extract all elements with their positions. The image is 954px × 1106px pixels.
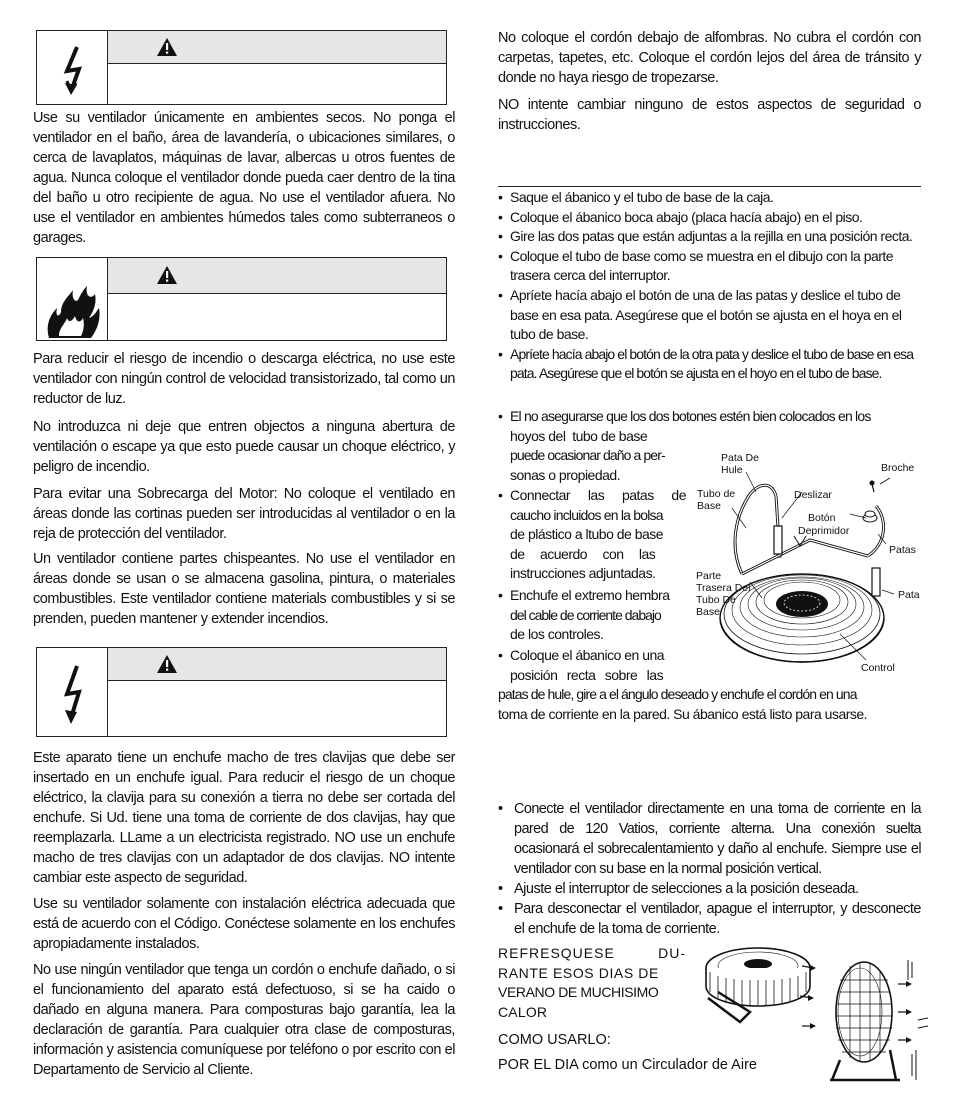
bullet-line: Connectar las patas de xyxy=(510,487,686,503)
list-item: • Apríete hacía abajo el botón de una de las patas y deslice el tubo de base en esa pata. Asegúrese que el botón se ajusta en el hoya en el tubo de base. xyxy=(498,286,921,345)
refresh-line: CALOR xyxy=(498,1003,548,1020)
warning-header xyxy=(108,648,446,681)
bullet-line: del cable de corriente dabajo xyxy=(510,606,661,623)
fan-illustration xyxy=(700,940,940,1086)
warning-triangle-icon xyxy=(156,654,178,674)
label-deprimidor: Deprimidor xyxy=(798,525,850,537)
refresh-line: VERANO DE MUCHISIMO xyxy=(498,984,659,1001)
refresh-line: RANTE ESOS DIAS DE xyxy=(498,964,659,981)
assembly-list xyxy=(498,188,921,384)
plug-warning-box xyxy=(36,647,447,737)
bullet-line: de plástico a ltubo de base xyxy=(510,526,664,543)
bullet-dot: • xyxy=(498,587,503,603)
como-usarlo: COMO USARLO: xyxy=(498,1032,611,1048)
bullet-plug-cable xyxy=(498,586,686,645)
warning-triangle-icon xyxy=(156,265,178,285)
lightning-icon-cell xyxy=(37,648,108,736)
paragraph-do-not-change: NO intente cambiar ninguno de estos aspectos de seguridad o instrucciones. xyxy=(498,97,921,133)
paragraph-three-prong-plug: Este aparato tiene un enchufe macho de tres clavijas que debe ser insertado en un enchufe igual. Para reducir el riesgo de un choque eléctrico, la clavija para su conexión a tierra no debe ser cortada del enchufe. Si Ud. tiene una toma de corriente de dos clavijas, hay que reemplazarla. LLame a un electricista registrado. NO use un enchufe macho de tres clavijas con un adaptador de dos clavijas. NO intente cambiar este aspecto de seguridad. xyxy=(33,750,455,886)
paragraph-objects: No introduzca ni deje que entren objectos a ninguna abertura de ventilación o escape ya que esto puede causar un choque eléctrico, y peligro de incendio. xyxy=(33,419,455,475)
bullet-line: patas de hule, gire a el ángulo deseado y enchufe el cordón en una xyxy=(498,686,857,703)
bullet-line: toma de corriente en la pared. Su ábanico está listo para usarse. xyxy=(498,705,868,722)
list-item: • Conecte el ventilador directamente en una toma de corriente en la pared de 120 Vatios, corriente alterna. Una conexión suelta ocasionará el sobrecalentamiento y daño al enchufe. Siempre use el ventilador con su base en la normal posición vertical. xyxy=(498,799,921,879)
shock-warning-box xyxy=(36,30,447,105)
por-el-dia: POR EL DIA como un Circulador de Aire xyxy=(498,1057,757,1073)
bullet-line: posición recta sobre las xyxy=(510,666,664,683)
refresh-heading xyxy=(498,944,686,1022)
bullet-dot: • xyxy=(498,647,503,663)
label-parte-trasera: Parte Trasera Del Tubo De Base xyxy=(696,570,751,618)
bullet-line: sonas o propiedad. xyxy=(510,466,621,483)
bullet-line: instrucciones adjuntadas. xyxy=(510,565,656,582)
lightning-icon xyxy=(37,31,107,104)
label-boton: Botón xyxy=(808,512,836,524)
list-item: • Apríete hacía abajo el botón de la otra pata y deslice el tubo de base en esa pata. Asegúrese que el botón se ajusta en el hoyo en el tubo de base. xyxy=(498,345,921,384)
label-control: Control xyxy=(861,662,895,674)
paragraph-damaged-cord: No use ningún ventilador que tenga un cordón o enchufe dañado, o si el funcionamiento del aparato está defectuoso, si se ha caido o dañado en alguna manera. Para composturas bajo garantía, lea la declaración de garantía. Para cualquier otra clase de composturas, información y asistencia comuníquese por teléfono o por escrito con el Departamento de Servicio al Cliente. xyxy=(33,962,455,1078)
lightning-icon xyxy=(37,648,107,736)
lightning-icon-cell xyxy=(37,31,108,104)
fan-base-drawing xyxy=(690,448,930,680)
paragraph-sparking-parts: Un ventilador contiene partes chispeantes. No use el ventilador en áreas donde se usan o se almacena gasolina, pintura, o materiales combustibles. Este ventilador contiene materials combustibles y si se prenden, pueden mantener y extender incendios. xyxy=(33,551,455,627)
fan-drawing xyxy=(700,940,940,1086)
fire-warning-box xyxy=(36,257,447,341)
bullet-line: caucho incluidos en la bolsa xyxy=(510,506,663,523)
paragraph-dry-locations: Use su ventilador únicamente en ambientes secos. No ponga el ventilador en el baño, área de lavandería, o ubicaciones similares, o cerca de lavaplatos, máquinas de lavar, albercas u otros fuentes de agua. Nunca coloque el ventilador donde pueda caer dentro de la tina del baño u otro recipiente de agua. No use el ventilador afuera. No use el ventilador en ambientes húmedos tales como subterraneos o garages. xyxy=(33,110,455,246)
bullet-dot: • xyxy=(498,408,503,424)
list-item: • Saque el ábanico y el tubo de base de la caja. xyxy=(498,188,921,208)
label-patas: Patas xyxy=(889,544,916,556)
bullet-line: El no asegurarse que los dos botones estén bien colocados en los xyxy=(510,408,871,424)
paragraph-motor-overload: Para evitar una Sobrecarga del Motor: No coloque el ventilado en áreas donde las cortinas pueden ser introducidas al ventilador o en la reja de protección del ventilador. xyxy=(33,486,455,542)
bullet-line: Enchufe el extremo hembra xyxy=(510,587,670,603)
operation-list xyxy=(498,799,921,939)
label-broche: Broche xyxy=(881,462,915,474)
assembly-diagram xyxy=(690,448,930,680)
bullet-rubber-feet xyxy=(498,486,686,584)
paragraph-speed-control: Para reducir el riesgo de incendio o descarga eléctrica, no use este ventilador con ningún control de velocidad transistorizado, tal como un reductor de luz. xyxy=(33,351,455,407)
bullet-line: Coloque el ábanico en una xyxy=(510,647,665,663)
label-pata-de-hule: Pata De Hule xyxy=(721,452,759,476)
warning-header xyxy=(108,31,446,64)
fire-icon xyxy=(37,258,107,340)
refresh-line: REFRESQUESE DU- xyxy=(498,945,686,961)
paragraph-code-installation: Use su ventilador solamente con instalación eléctrica adecuada que está de acuerdo con el Código. Conéctese solamente en los enchufes apropiadamente instalados. xyxy=(33,896,455,952)
paragraph-cord-placement: No coloque el cordón debajo de alfombras. No cubra el cordón con carpetas, tapetes, etc. Coloque el cordón lejos del área de tránsito y donde no haya riesgo de tropezarse. xyxy=(498,30,921,86)
warning-header xyxy=(108,258,446,294)
bullet-dot: • xyxy=(498,487,503,503)
bullet-line: de acuerdo con las xyxy=(510,545,656,562)
warning-triangle-icon xyxy=(156,37,178,57)
list-item: • Coloque el tubo de base como se muestra en el dibujo con la parte trasera cerca del interruptor. xyxy=(498,247,921,286)
list-item: • Gire las dos patas que están adjuntas a la rejilla en una posición recta. xyxy=(498,227,921,247)
bullet-line: de los controles. xyxy=(510,626,604,643)
label-deslizar: Deslizar xyxy=(794,489,832,501)
section-rule xyxy=(498,186,921,187)
bullet-line: hoyos del tubo de base xyxy=(510,427,648,444)
list-item: • Coloque el ábanico boca abajo (placa hacía abajo) en el piso. xyxy=(498,208,921,228)
list-item: • Ajuste el interruptor de selecciones a la posición deseada. xyxy=(498,879,921,899)
label-tubo-de-base: Tubo de Base xyxy=(697,488,736,512)
bullet-line: puede ocasionar daño a per- xyxy=(510,447,665,464)
list-item: • Para desconectar el ventilador, apague el interruptor, y desconecte el enchufe de la toma de corriente. xyxy=(498,899,921,939)
label-pata: Pata xyxy=(898,589,920,601)
fire-icon-cell xyxy=(37,258,108,340)
